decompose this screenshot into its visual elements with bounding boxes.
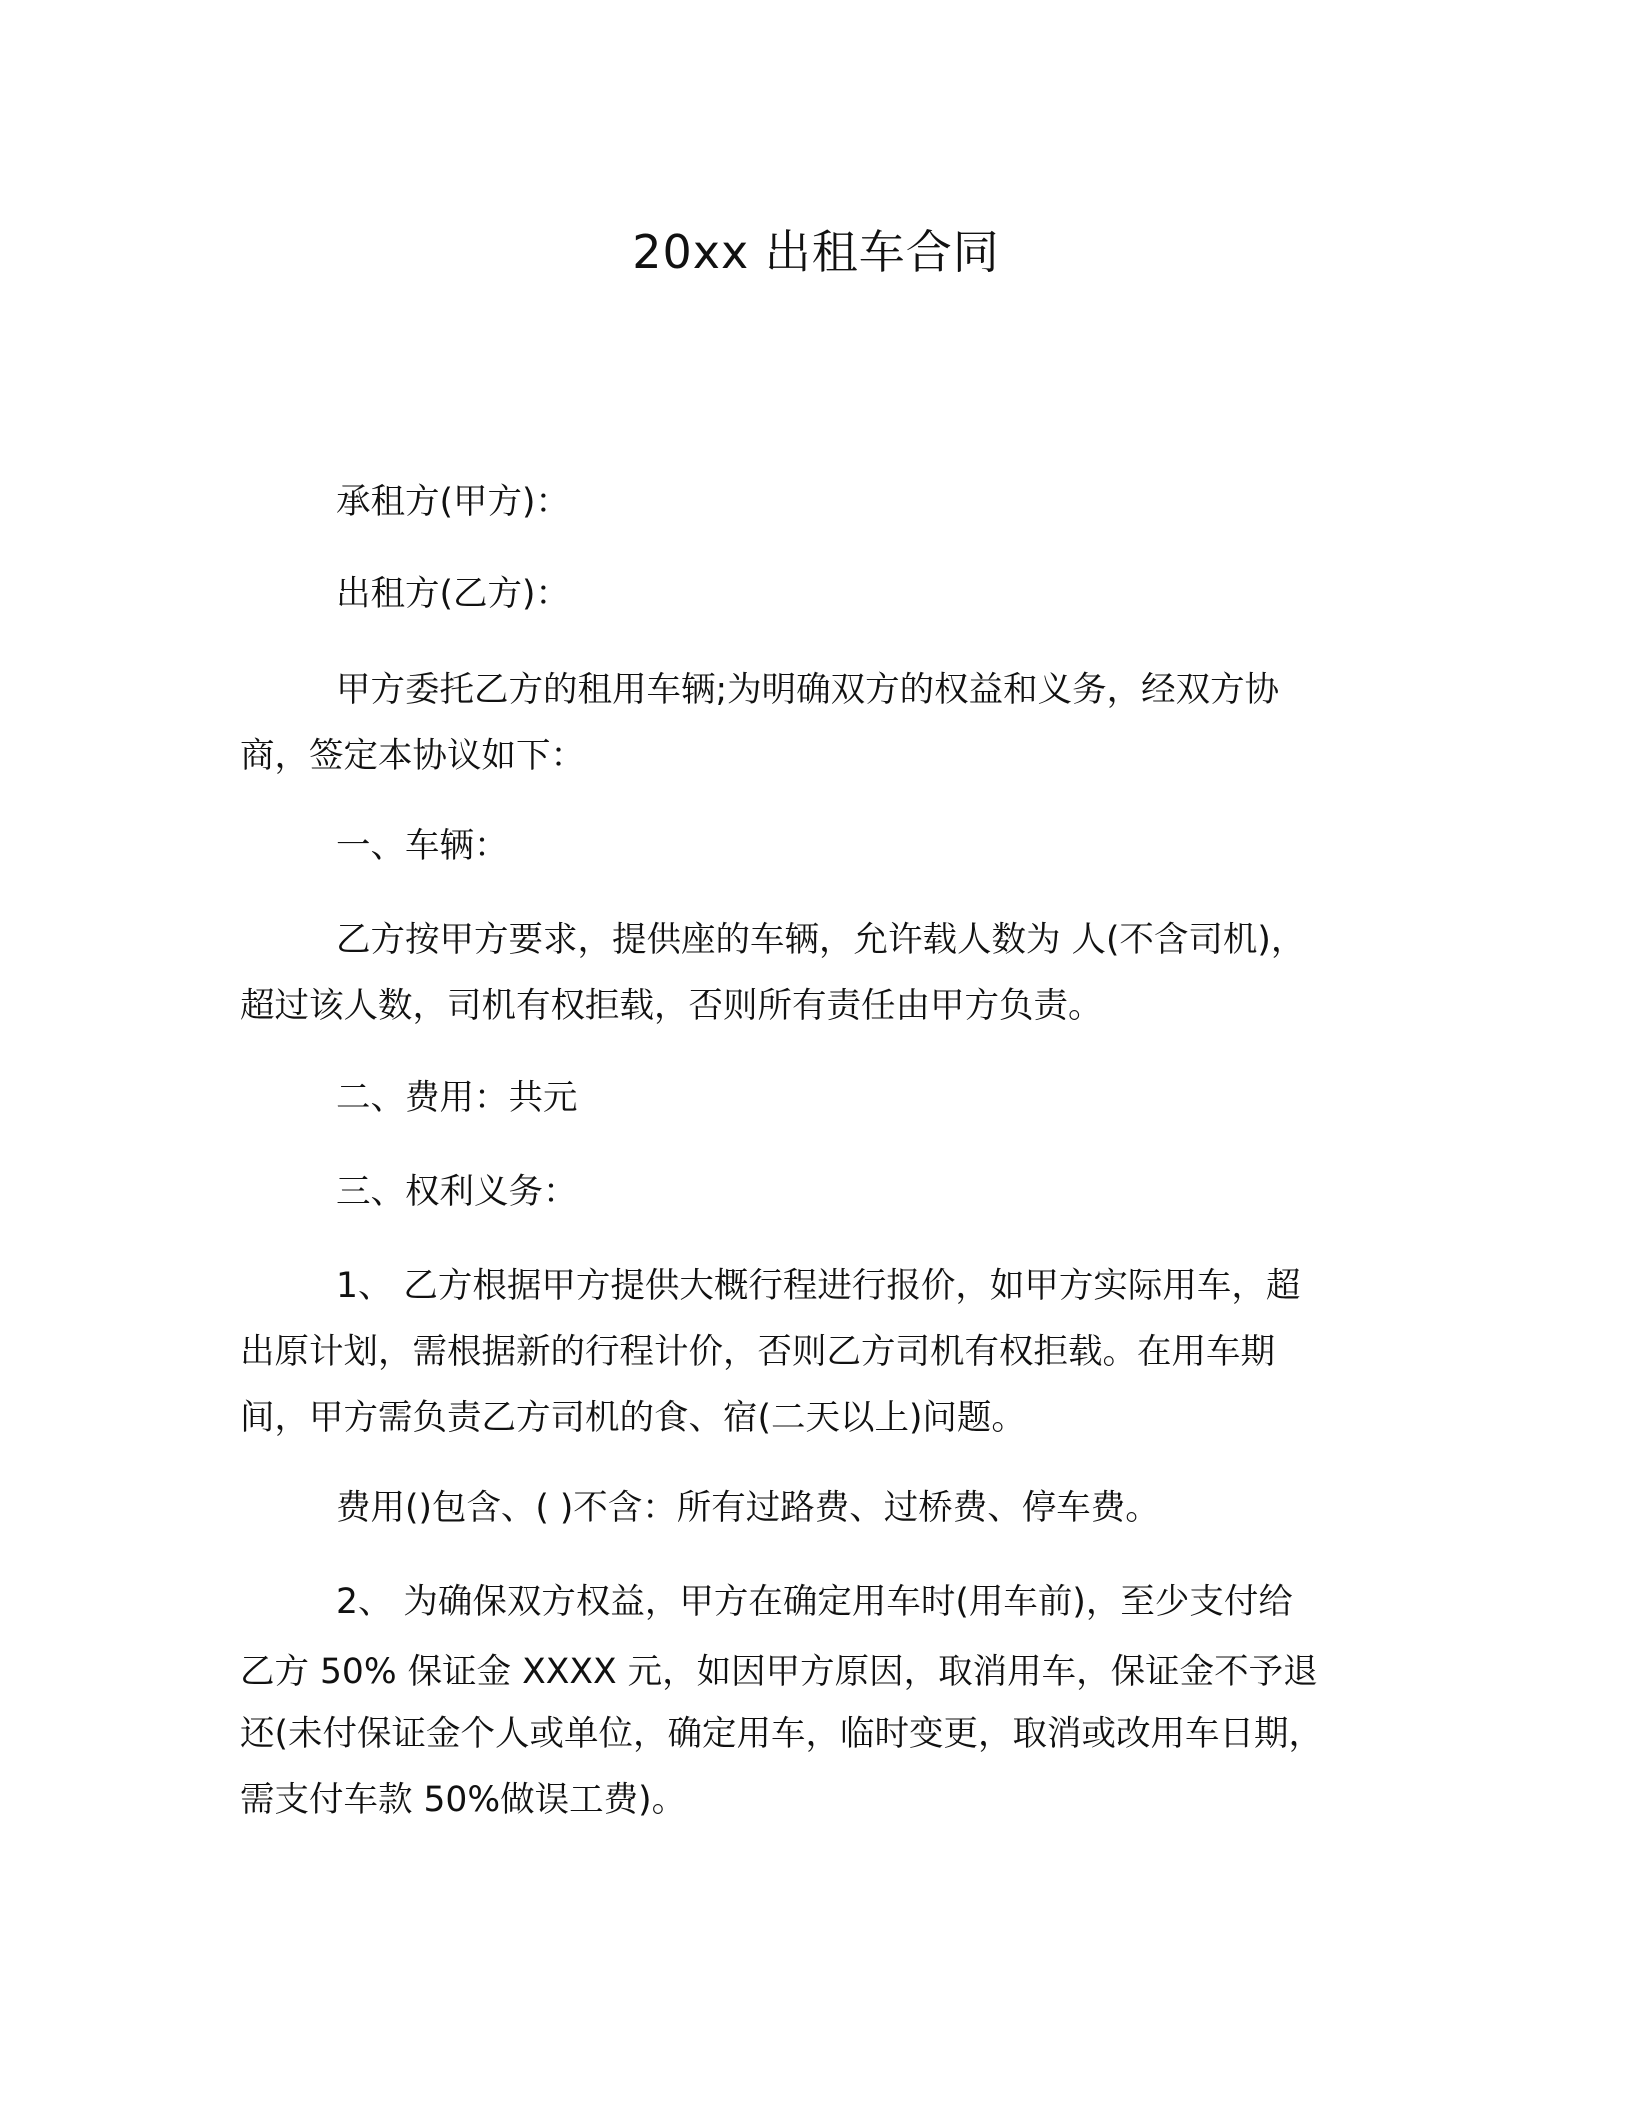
clause-1-line-3: 间，甲方需负责乙方司机的食、宿(二天以上)问题。 (240, 1398, 1026, 1438)
clause-1-line-1: 1、 乙方根据甲方提供大概行程进行报价，如甲方实际用车，超 (336, 1266, 1301, 1306)
clause-2-line-1: 2、 为确保双方权益，甲方在确定用车时(用车前)，至少支付给 (336, 1582, 1293, 1622)
document-title: 20xx 出租车合同 (632, 225, 1000, 279)
clause-2-line-4: 需支付车款 50%做误工费)。 (240, 1780, 687, 1820)
clause-1-line-2: 出原计划，需根据新的行程计价，否则乙方司机有权拒载。在用车期 (240, 1332, 1275, 1372)
vehicle-paragraph-line-1: 乙方按甲方要求，提供座的车辆，允许载人数为 人(不含司机)， (336, 920, 1306, 960)
section-heading-vehicle: 一、车辆： (336, 826, 509, 866)
fee-inclusion-line: 费用()包含、( )不含：所有过路费、过桥费、停车费。 (336, 1488, 1160, 1528)
section-heading-rights: 三、权利义务： (336, 1172, 578, 1212)
vehicle-paragraph-line-2: 超过该人数，司机有权拒载，否则所有责任由甲方负责。 (240, 986, 1103, 1026)
intro-paragraph-line-2: 商，签定本协议如下： (240, 736, 585, 776)
clause-2-line-2: 乙方 50% 保证金 XXXX 元，如因甲方原因，取消用车，保证金不予退 (240, 1652, 1318, 1692)
party-b-line: 出租方(乙方)： (336, 574, 570, 614)
intro-paragraph-line-1: 甲方委托乙方的租用车辆;为明确双方的权益和义务，经双方协 (336, 670, 1280, 710)
clause-2-line-3: 还(未付保证金个人或单位，确定用车，临时变更，取消或改用车日期， (240, 1714, 1323, 1754)
section-heading-fee: 二、费用：共元 (336, 1078, 578, 1118)
party-a-line: 承租方(甲方)： (336, 482, 570, 522)
